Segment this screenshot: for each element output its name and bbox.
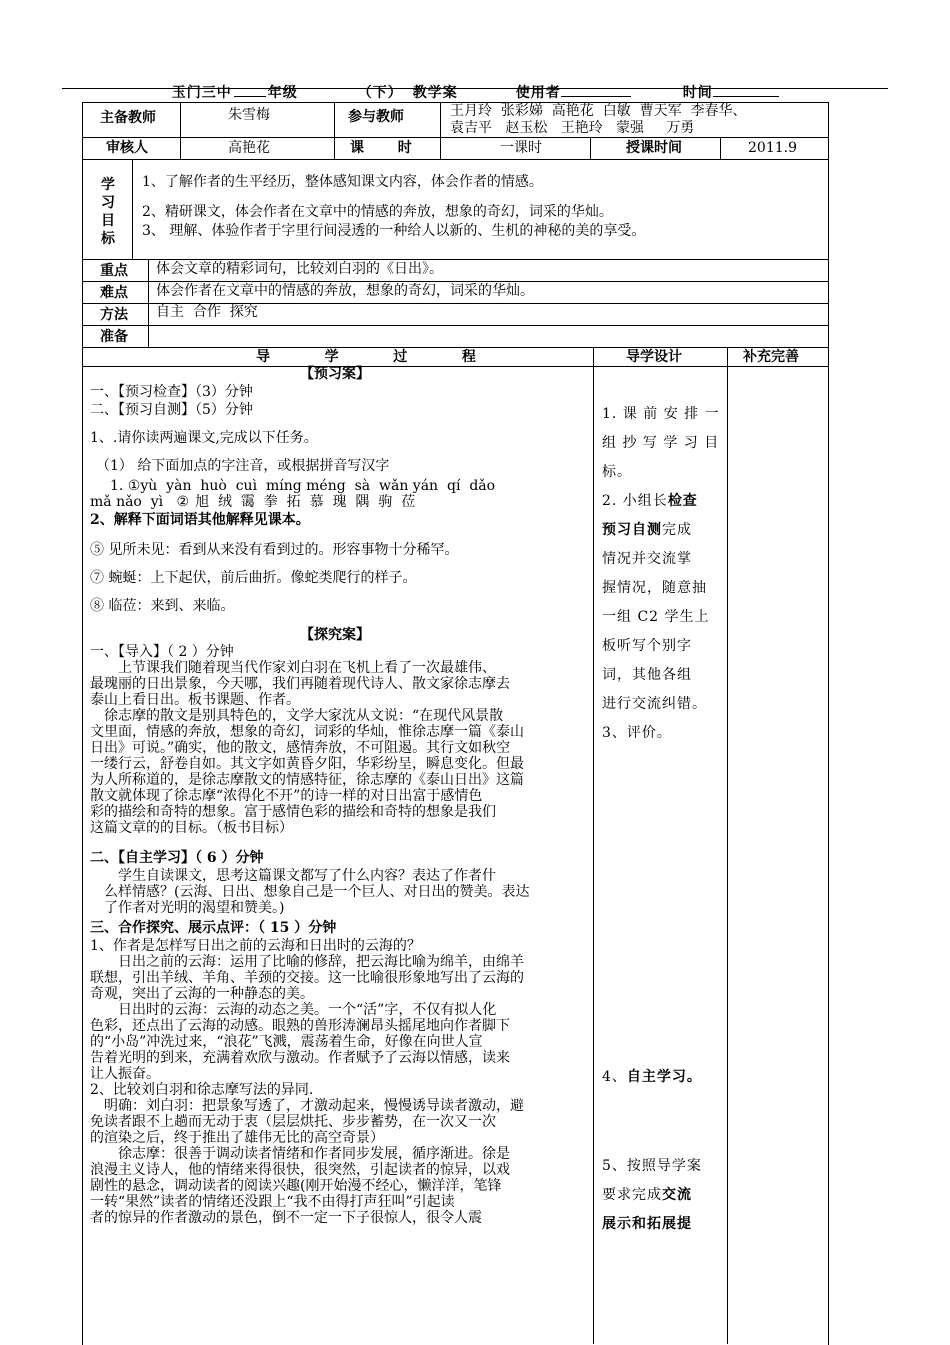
- col-divider: [593, 347, 594, 1344]
- vocab-3: ⑧ 临莅：来到、来临。: [90, 598, 235, 614]
- row-divider: [82, 281, 828, 282]
- row-divider: [82, 366, 828, 367]
- period: 一课时: [500, 140, 542, 156]
- section-cooperate: 三、合作探究、展示点评：（ 15 ）分钟: [90, 920, 337, 936]
- objective-1: 1、了解作者的生平经历，整体感知课文内容，体会作者的情感。: [142, 174, 543, 190]
- date: 2011.9: [748, 140, 797, 156]
- supplement-header: 补充完善: [743, 349, 799, 365]
- preview-check: 一、【预习检查】（3）分钟: [90, 384, 253, 400]
- difficulty-label: 难点: [100, 285, 128, 301]
- doc-header: [160, 66, 779, 102]
- preview-instruction: （1） 给下面加点的字注音，或根据拼音写汉字: [96, 458, 390, 474]
- pinyin-line-2: mǎ nǎo yì ② 旭 绒 霭 拳 拓 慕 瑰 隅 驹 莅: [90, 494, 416, 510]
- section-intro: 一、【导入】（ 2 ）分钟: [90, 644, 234, 660]
- design-notes-1: 1. 课 前 安 排 一 组 抄 写 学 习 目 标。 2. 小组长检查 预习自测完成 情况并交流掌 握情况，随意抽 一组 C2 学生上 板听写个别字 词，其他各组 进行交流纠错。 3、评价。: [602, 406, 720, 741]
- preview-test: 二、【预习自测】（5）分钟: [90, 402, 253, 418]
- header-rule: [62, 88, 888, 89]
- col-divider: [148, 259, 149, 347]
- lead-teacher: 朱雪梅: [228, 107, 270, 123]
- design-notes-5: 5、按照导学案 要求完成交流 展示和拓展提: [602, 1158, 702, 1232]
- row-divider: [82, 137, 828, 138]
- cooperate-paragraph: 1、作者是怎样写日出之前的云海和日出时的云海的？ 日出之前的云海：运用了比喻的修辞，把云海比喻为绵羊，由绵羊 联想，引出羊绒、羊角、羊颈的交接。这一比喻很形象地写出了云海的 奇观，突出了云海的一种静态的美。 日出时的云海：云海的动态之美。一个“活”字，不仅有拟人化 色彩，还点出了云海的动感。眼熟的兽形涛澜昂头摇尾地向作者脚下 的“小岛”冲洗过来，“浪花”飞溅，震荡着生命，好像在向世人宣 告着光明的到来，充满着欢欣与激动。作者赋予了云海以情感，读来 让人振奋。 2、比较刘白羽和徐志摩写法的异同. 明确：刘白羽：把景象写透了，才激动起来，慢慢诱导读者激动，避 免读者跟不上趟而无动于衷（层层烘托、步步蓄势，在一次又一次 的渲染之后，终于推出了雄伟无比的高空奇景） 徐志摩：很善于调动读者情绪和作者同步发展，循序渐进。徐是 浪漫主义诗人，他的情绪来得很快，很突然，引起读者的惊异，以戏 剧性的悬念，调动读者的阅读兴趣(刚开始漫不经心，懒洋洋，笔锋 一转“果然”读者的情绪还没跟上“我不由得打声狂叫”引起读 者的惊异的作者激动的景色，倒不一定一下子很惊人，很令人震: [90, 938, 524, 1226]
- objective-3: 3、 理解、体验作者于字里行间浸透的一种给人以新的、生机的神秘的美的享受。: [142, 223, 646, 239]
- term: （下）: [357, 85, 403, 101]
- time-label: 时间: [682, 85, 713, 101]
- label-char: 目: [101, 213, 115, 229]
- self-study-paragraph: 学生自读课文，思考这篇课文都写了什么内容？表达了作者什 么样情感？(云海、日出、想象自己是一个巨人、对日出的赞美。表达 了作者对光明的渴望和赞美。): [90, 868, 530, 916]
- method-text: 自主 合作 探究: [156, 304, 258, 320]
- col-divider: [590, 137, 591, 159]
- pinyin-line: 1. ①yù yàn huò cuì míng méng sà wǎn yán qí dǎo: [110, 478, 496, 494]
- reviewer: 高艳花: [228, 140, 270, 156]
- teachers-line2: 袁吉平 赵玉松 王艳玲 蒙强 万勇: [450, 120, 695, 136]
- teachers-label: 参与教师: [348, 109, 404, 125]
- period-label: 课 时: [350, 140, 420, 156]
- prep-label: 准备: [100, 329, 128, 345]
- row-divider: [82, 325, 828, 326]
- col-divider: [440, 102, 441, 159]
- row-divider: [82, 259, 828, 260]
- section-self-study: 二、【自主学习】（ 6 ）分钟: [90, 850, 264, 866]
- process-header: 导 学 过 程: [256, 349, 486, 365]
- design-notes-4: 4、自主学习。: [602, 1069, 702, 1085]
- key-point-label: 重点: [100, 263, 128, 279]
- col-divider: [727, 347, 728, 1344]
- col-divider: [334, 102, 335, 159]
- user-label: 使用者: [515, 85, 561, 101]
- vocab-1: ⑤ 见所未见：看到从来没有看到过的。形容事物十分稀罕。: [90, 542, 459, 558]
- lead-teacher-label: 主备教师: [100, 110, 156, 126]
- difficulty-text: 体会作者在文章中的情感的奔放，想象的奇幻，词采的华灿。: [156, 283, 534, 299]
- teachers-line1: 王月玲 张彩娣 高艳花 白敏 曹天军 李春华、: [450, 103, 747, 119]
- method-label: 方法: [100, 307, 128, 323]
- label-char: 学: [101, 177, 115, 193]
- objective-2: 2、精研课文，体会作者在文章中的情感的奔放，想象的奇幻，词采的华灿。: [142, 204, 613, 220]
- col-divider: [180, 102, 181, 159]
- grade-label: 年级: [267, 85, 298, 101]
- reviewer-label: 审核人: [106, 140, 148, 156]
- plan-title: 教学案: [412, 85, 458, 101]
- vocab-2: ⑦ 蜿蜒：上下起伏，前后曲折。像蛇类爬行的样子。: [90, 570, 417, 586]
- school-name: 玉门三中: [171, 85, 232, 101]
- objectives-label: [100, 176, 116, 248]
- date-label: 授课时间: [626, 140, 682, 156]
- vocab-title: 2、解释下面词语其他解释见课本。: [90, 512, 310, 528]
- preview-title: 【预习案】: [300, 366, 370, 382]
- row-divider: [82, 159, 828, 160]
- chars: 旭 绒 霭 拳 拓 慕 瑰 隅 驹 莅: [195, 494, 416, 510]
- row-divider: [82, 347, 828, 348]
- intro-paragraph: 上节课我们随着现当代作家刘白羽在飞机上看了一次最雄伟、 最瑰丽的日出景象，今天哪，我们再随着现代诗人、散文家徐志摩去 泰山上看日出。板书课题、作者。 徐志摩的散文是别具特色的，文学大家沈从文说：“在现代风景散 文里面，情感的奔放，想象的奇幻，词彩的华灿，惟徐志摩一篇《泰山 日出》可说。”确实，他的散文，感情奔放，不可阻遏。其行文如秋空 一缕行云，舒卷自如。其文字如黄昏夕阳，华彩纷呈，瞬息变化。但最 为人所称道的，是徐志摩散文的情感特征，徐志摩的《泰山日出》这篇 散文就体现了徐志摩“浓得化不开”的诗一样的对日出富于感情色 彩的描绘和奇特的想象。富于感情色彩的描绘和奇特的想象是我们 这篇文章的的目标。（板书目标）: [90, 660, 524, 836]
- explore-title: 【探究案】: [300, 627, 370, 643]
- preview-task: 1、.请你读两遍课文,完成以下任务。: [90, 430, 318, 446]
- design-header: 导学设计: [626, 349, 682, 365]
- col-divider: [720, 137, 721, 159]
- col-divider: [132, 159, 133, 259]
- key-point-text: 体会文章的精彩词句，比较刘白羽的《日出》。: [156, 261, 443, 277]
- label-char: 标: [101, 231, 115, 247]
- label-char: 习: [101, 195, 115, 211]
